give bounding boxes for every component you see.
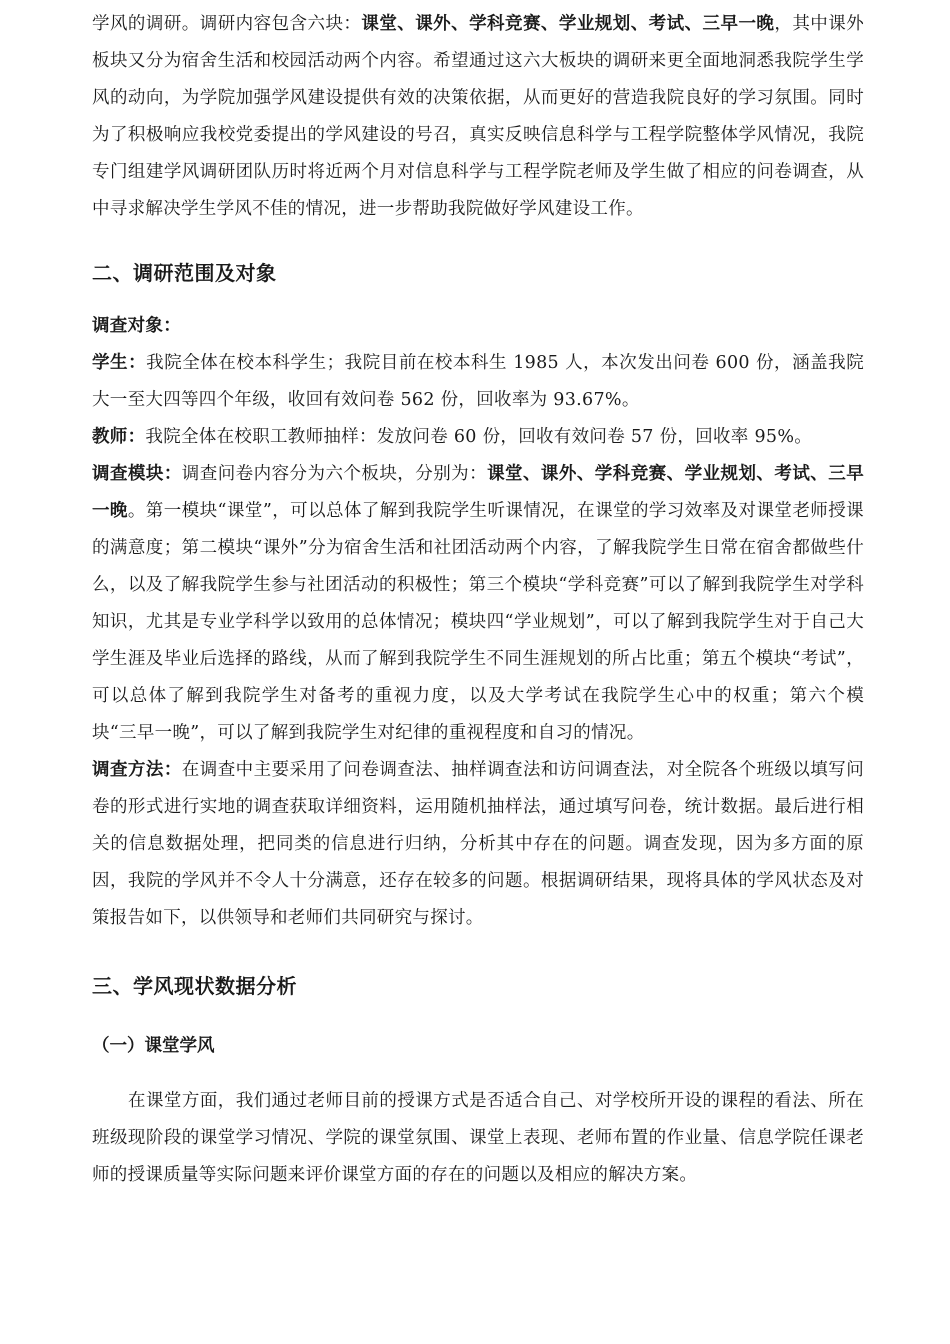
intro-text-a: 学风的调研。调研内容包含六块： [92, 14, 362, 34]
students-label: 学生： [92, 353, 147, 373]
modules-text-a: 调查问卷内容分为六个板块，分别为： [181, 464, 488, 484]
modules-text-b: 。第一模块“课堂”，可以总体了解到我院学生听课情况，在课堂的学习效率及对课堂老师授课的满意度；第二模块“课外”分为宿舍生活和社团活动两个内容，了解我院学生日常在宿舍都做些什么，以及了解我院学生参与社团活动的积极性；第三个模块“学科竞赛”可以了解到我院学生对学科知识，尤其是专业学科学以致用的总体情况；模块四“学业规划”，可以了解到我院学生对于自己大学生涯及毕业后选择的路线，从而了解到我院学生不同生涯规划的所占比重；第五个模块“考试”，可以总体了解到我院学生对备考的重视力度，以及大学考试在我院学生心中的权重；第六个模块“三早一晚”，可以了解到我院学生对纪律的重视程度和自习的情况。 [92, 501, 864, 743]
methods-text: 在调查中主要采用了问卷调查法、抽样调查法和访问调查法，对全院各个班级以填写问卷的形式进行实地的调查获取详细资料，运用随机抽样法，通过填写问卷，统计数据。最后进行相关的信息数据处理，把同类的信息进行归纳，分析其中存在的问题。调查发现，因为多方面的原因，我院的学风并不令人十分满意，还存在较多的问题。根据调研结果，现将具体的学风状态及对策报告如下，以供领导和老师们共同研究与探讨。 [92, 760, 865, 928]
document-page [92, 6, 864, 1194]
section2-heading: 二、调研范围及对象 [92, 261, 277, 285]
students-paragraph [92, 345, 864, 419]
modules-label: 调查模块： [92, 464, 182, 484]
intro-paragraph [92, 6, 864, 228]
students-text: 我院全体在校本科学生；我院目前在校本科生 1985 人，本次发出问卷 600 份，涵盖我院大一至大四等四个年级，收回有效问卷 562 份，回收率为 93.67%。 [92, 353, 865, 410]
teachers-paragraph [92, 419, 864, 456]
modules-paragraph [92, 456, 864, 752]
intro-modules: 课堂、课外、学科竞赛、学业规划、考试、三早一晚 [361, 14, 775, 34]
survey-objects-label [92, 308, 864, 345]
section3-heading: 三、学风现状数据分析 [92, 974, 297, 998]
teachers-label: 教师： [92, 427, 146, 447]
objects-label: 调查对象： [92, 316, 181, 336]
methods-label: 调查方法： [92, 760, 182, 780]
subsection1-paragraph: 在课堂方面，我们通过老师目前的授课方式是否适合自己、对学校所开设的课程的看法、所在班级现阶段的课堂学习情况、学院的课堂氛围、课堂上表现、老师布置的作业量、信息学院任课老师的授课质量等实际问题来评价课堂方面的存在的问题以及相应的解决方案。 [92, 1091, 864, 1185]
modules-bold: 课堂、课外、学科竞赛、学业规划、考试、三早一晚 [92, 464, 864, 521]
teachers-text: 我院全体在校职工教师抽样：发放问卷 60 份，回收有效问卷 57 份，回收率 95%。 [145, 427, 813, 447]
subsection1-heading: （一）课堂学风 [92, 1036, 215, 1056]
intro-text-b: ，其中课外板块又分为宿舍生活和校园活动两个内容。希望通过这六大板块的调研来更全面地洞悉我院学生学风的动向，为学院加强学风建设提供有效的决策依据，从而更好的营造我院良好的学习氛围。同时为了积极响应我校党委提出的学风建设的号召，真实反映信息科学与工程学院整体学风情况，我院专门组建学风调研团队历时将近两个月对信息科学与工程学院老师及学生做了相应的问卷调查，从中寻求解决学生学风不佳的情况，进一步帮助我院做好学风建设工作。 [92, 14, 865, 219]
methods-paragraph [92, 752, 864, 937]
